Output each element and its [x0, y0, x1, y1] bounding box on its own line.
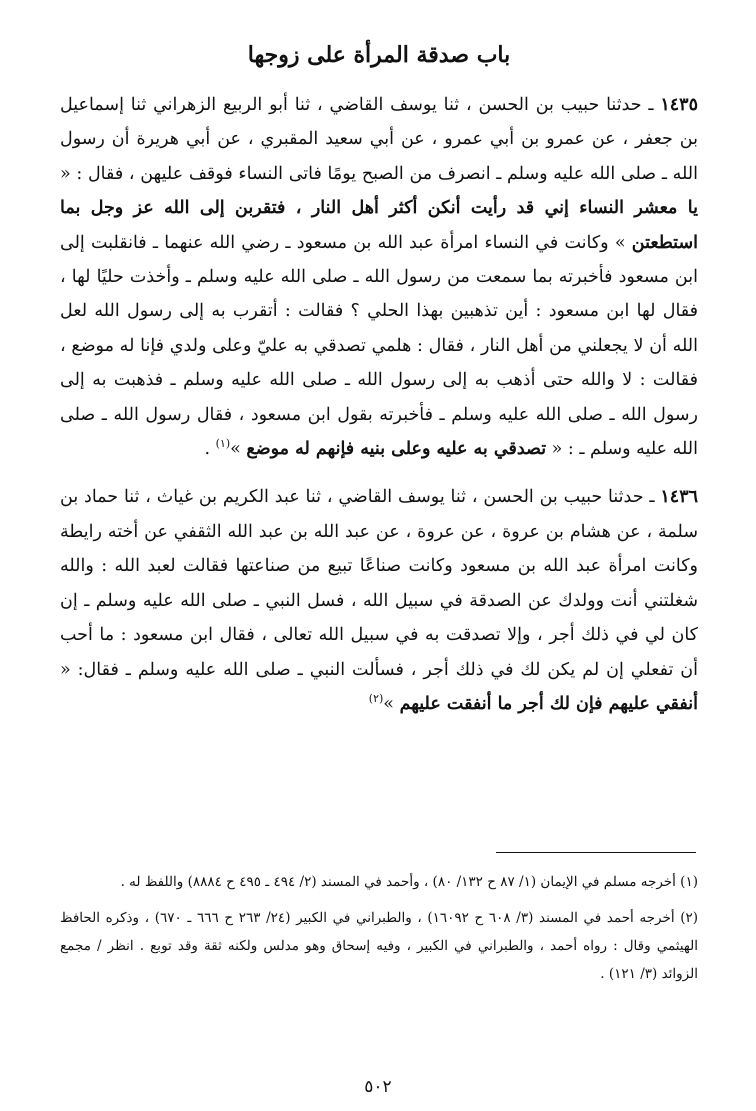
footnote-ref[interactable]: (١) — [215, 437, 231, 451]
hadith-1436 — [60, 480, 698, 721]
footnote-ref[interactable]: (٢) — [368, 692, 384, 706]
chapter-title: باب صدقة المرأة على زوجها — [247, 42, 511, 68]
footnote-1: (١) أخرجه مسلم في الإيمان (١/ ٨٧ ح ١٣٢/ ٨٠) ، وأحمد في المسند (٢/ ٤٩٤ ـ ٤٩٥ ح ٨٨٨٤) واللفظ له . — [120, 874, 698, 890]
hadith-quote-bold: أنفقي عليهم فإن لك أجر ما أنفقت عليهم — [399, 693, 698, 714]
hadith-text: ـ حدثنا حبيب بن الحسن ، ثنا يوسف القاضي ، ثنا عبد الكريم بن غياث ، ثنا حماد بن سلمة ، عن هشام بن عروة ، عن عروة ، عن عبد الله بن عبد الله الثقفي عن أخته رايطة وكانت امرأة عبد الله بن مسعود وكانت صناعًا تبيع من صناعتها فقالت لعبد الله : والله شغلتني أنت وولدك عن الصدقة في سبيل الله ، فسل النبي ـ صلى الله عليه وسلم ـ إن كان لي في ذلك أجر ، وإلا تصدقت به في سبيل الله تعالى ، فقال ابن مسعود : ما أحب أن تفعلي إن لم يكن لك في ذلك أجر ، فسألت النبي ـ صلى الله عليه وسلم ـ فقال: « — [60, 487, 698, 680]
hadith-quote-bold: يا معشر النساء إني قد رأيت أنكن أكثر أهل النار ، فتقربن إلى الله عز وجل بما استطعتن — [60, 198, 698, 253]
hadith-text: » — [230, 439, 247, 460]
footnote-2: (٢) أخرجه أحمد في المسند (٣/ ٦٠٨ ح ١٦٠٩٢) ، والطبراني في الكبير (٢٤/ ٢٦٣ ح ٦٦٦ ـ ٦٧٠) ، وذكره الحافظ الهيثمي وقال : رواه أحمد ، والطبراني في الكبير ، وفيه إسحاق وهو مدلس ولكنه ثقة وقد توبع . انظر / مجمع الزوائد (٣/ ١٢١) . — [60, 910, 699, 982]
hadith-text: » — [383, 693, 400, 714]
footnotes — [60, 868, 698, 996]
hadith-text: ـ حدثنا حبيب بن الحسن ، ثنا يوسف القاضي ، ثنا أبو الربيع الزهراني ثنا إسماعيل بن جعفر ، عن عمرو بن أبي عمرو ، عن أبي سعيد المقبري ، عن أبي هريرة أن رسول الله ـ صلى الله عليه وسلم ـ انصرف من الصبح يومًا فاتى النساء فوقف عليهن ، فقال : « — [60, 95, 698, 184]
hadith-text: . — [204, 439, 216, 460]
hadith-quote-bold: تصدقي به عليه وعلى بنيه فإنهم له موضع — [246, 439, 547, 460]
hadith-text: » وكانت في النساء امرأة عبد الله بن مسعود ـ رضي الله عنهما ـ فانقلبت إلى ابن مسعود فأخبرته بما سمعت من رسول الله ـ صلى الله عليه وسلم ـ وأخذت حليًا لها ، فقال لها ابن مسعود : أين تذهبين بهذا الحلي ؟ فقالت : أتقرب به إلى رسول الله لعل الله أن لا يجعلني من أهل النار ، فقال : هلمي تصدقي به عليّ وعلى ولدي فإنا له موضع ، فقالت : لا والله حتى أذهب به إلى رسول الله ـ صلى الله عليه وسلم ـ فذهبت به إلى رسول الله ـ صلى الله عليه وسلم ـ فأخبرته بقول ابن مسعود ، فقال رسول الله ـ صلى الله عليه وسلم ـ : « — [60, 232, 698, 460]
page-body — [60, 40, 698, 735]
hadith-number: ١٤٣٦ — [660, 487, 698, 508]
footnote-divider — [496, 852, 696, 853]
page-number: ٥٠٢ — [364, 1077, 392, 1097]
hadith-1435 — [60, 88, 698, 466]
hadith-number: ١٤٣٥ — [660, 95, 698, 115]
